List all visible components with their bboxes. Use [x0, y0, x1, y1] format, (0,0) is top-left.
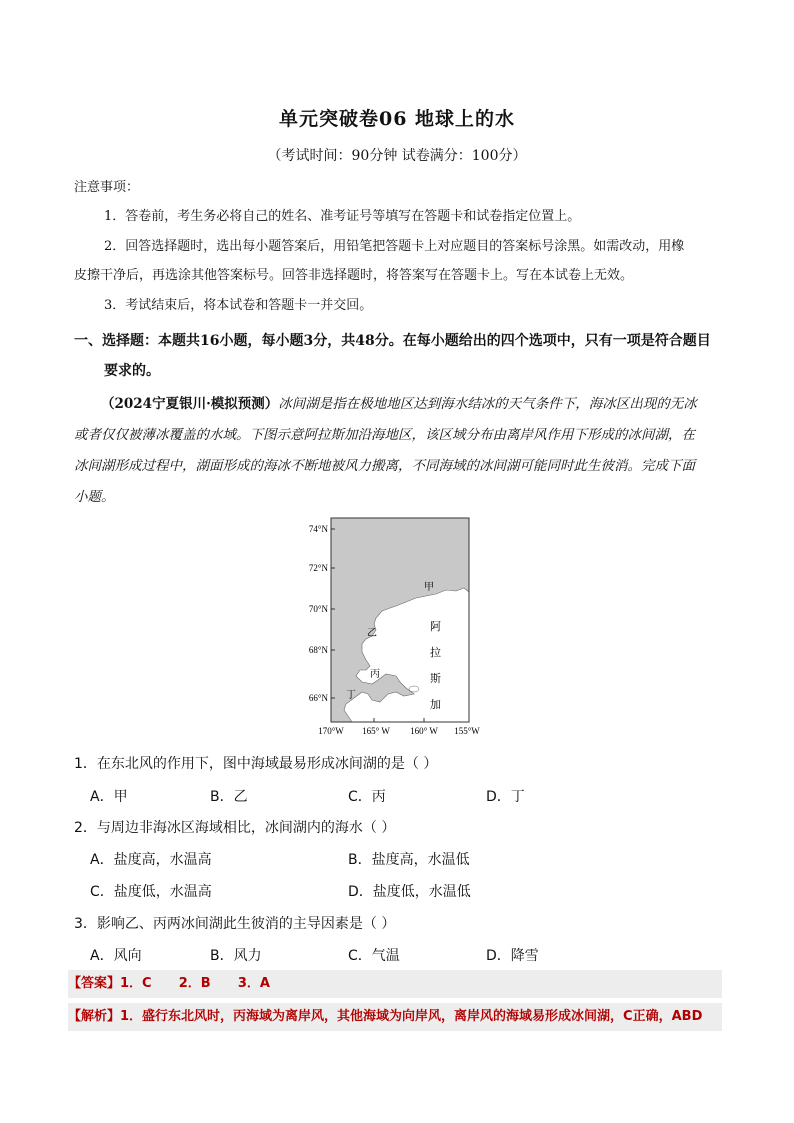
lon-label: 160° W: [410, 726, 438, 736]
q2-option-d[interactable]: D．盐度低，水温低: [348, 884, 471, 900]
q2-option-b[interactable]: B．盐度高，水温低: [348, 852, 470, 868]
q2-option-c[interactable]: C．盐度低，水温高: [90, 884, 212, 900]
map-island: [409, 686, 419, 692]
place-ding: 丁: [346, 690, 356, 701]
analysis-bar: [68, 1003, 722, 1031]
notice-heading: 注意事项：: [74, 180, 140, 195]
lon-label: 170°W: [318, 726, 344, 736]
lat-label: 72°N: [308, 563, 328, 573]
q3-option-c[interactable]: C．气温: [348, 948, 400, 964]
alaska-coast-map: [296, 512, 496, 742]
answer-bar: [68, 970, 722, 998]
land-label: 斯: [430, 673, 441, 685]
lon-label: 165° W: [362, 726, 390, 736]
notice-item: 3．考试结束后，将本试卷和答题卡一并交回。: [104, 298, 373, 313]
question-2-stem: 2．与周边非海冰区海域相比，冰间湖内的海水（ ）: [74, 820, 396, 836]
page-title: 单元突破卷06 地球上的水: [278, 108, 516, 130]
lat-label: 74°N: [308, 524, 328, 534]
passage-line: 或者仅仅被薄冰覆盖的水域。下图示意阿拉斯加沿海地区，该区域分布由离岸风作用下形成的冰间湖，在: [74, 427, 695, 443]
place-jia: 甲: [424, 582, 434, 593]
place-bing: 丙: [370, 669, 380, 680]
notice-item: 1．答卷前，考生务必将自己的姓名、准考证号等填写在答题卡和试卷指定位置上。: [104, 209, 581, 224]
answer-text: 1．C 2．B 3．A: [120, 976, 270, 991]
lat-label: 70°N: [308, 604, 328, 614]
passage-line: 小题。: [74, 489, 115, 505]
analysis-tag: 【解析】: [68, 1009, 121, 1024]
notice-item: 皮擦干净后，再选涂其他答案标号。回答非选择题时，将答案写在答题卡上。写在本试卷上无效。: [74, 268, 634, 283]
land-label: 加: [430, 699, 441, 711]
exam-info: （考试时间：90分钟 试卷满分：100分）: [267, 148, 527, 164]
question-3-stem: 3．影响乙、丙两冰间湖此生彼消的主导因素是（ ）: [74, 916, 396, 932]
question-1-stem: 1．在东北风的作用下，图中海域最易形成冰间湖的是（ ）: [74, 756, 438, 772]
q3-option-d[interactable]: D．降雪: [486, 948, 539, 964]
q2-option-a[interactable]: A．盐度高，水温高: [90, 852, 212, 868]
lat-label: 68°N: [308, 645, 328, 655]
place-yi: 乙: [367, 628, 377, 639]
analysis-text: 1．盛行东北风时，丙海域为离岸风，其他海域为向岸风，离岸风的海域易形成冰间湖，C正确，ABD: [120, 1009, 703, 1024]
land-label: 拉: [430, 647, 441, 659]
q1-option-a[interactable]: A．甲: [90, 789, 128, 805]
passage-line: 冰间湖是指在极地地区达到海水结冰的天气条件下，海冰区出现的无冰: [278, 396, 697, 412]
passage-line: 冰间湖形成过程中，湖面形成的海冰不断地被风力搬离，不同海域的冰间湖可能同时此生彼消。完成下面: [74, 458, 695, 474]
q1-option-b[interactable]: B．乙: [210, 789, 248, 805]
q1-option-d[interactable]: D．丁: [486, 789, 525, 805]
passage-source: （2024宁夏银川·模拟预测）: [101, 396, 279, 412]
lon-label: 155°W: [454, 726, 480, 736]
section-heading: 一、选择题：本题共16小题，每小题3分，共48分。在每小题给出的四个选项中，只有一项是符合题目: [74, 333, 711, 349]
notice-item: 2．回答选择题时，选出每小题答案后，用铅笔把答题卡上对应题目的答案标号涂黑。如需改动，用橡: [104, 239, 685, 254]
section-heading-cont: 要求的。: [104, 363, 160, 379]
lat-label: 66°N: [308, 693, 328, 703]
q3-option-a[interactable]: A．风向: [90, 948, 142, 964]
q3-option-b[interactable]: B．风力: [210, 948, 262, 964]
land-label: 阿: [430, 621, 441, 633]
answer-tag: 【答案】: [68, 976, 121, 991]
q1-option-c[interactable]: C．丙: [348, 789, 386, 805]
passage: [74, 389, 722, 420]
